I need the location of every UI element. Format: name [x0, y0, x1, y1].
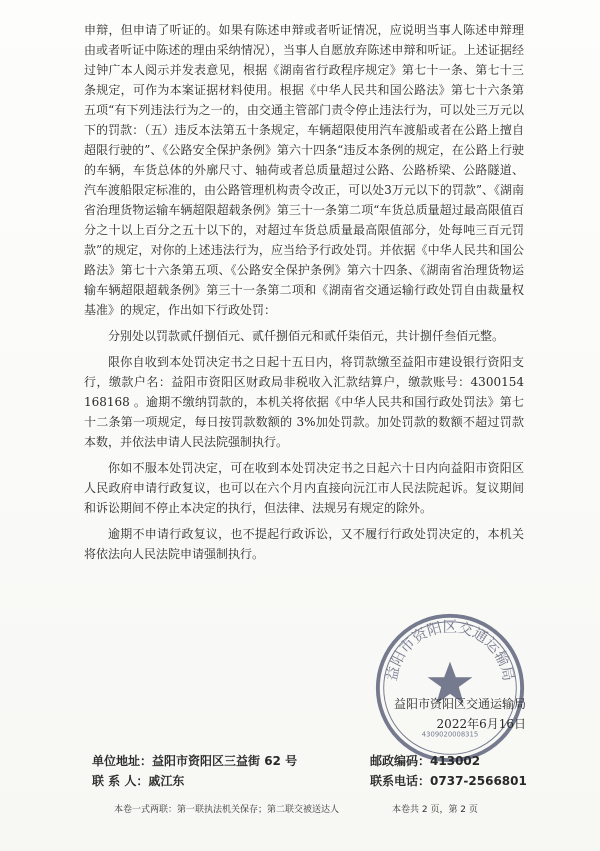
- footer-postcode: [370, 752, 480, 769]
- postcode-label: 邮政编码：: [370, 754, 431, 768]
- document-body: [84, 20, 561, 564]
- contact-label: 联 系 人：: [92, 774, 149, 788]
- contact-value: 戚江东: [148, 774, 185, 788]
- phone-value: 0737-2566801: [430, 774, 527, 788]
- body-paragraph-3: 限你自收到本处罚决定书之日起十五日内，将罚款缴至益阳市建设银行资阳支行，缴款户名：益阳市资阳区财政局非税收入汇款结算户，缴款账号：4300154 168168 。逾期不缴纳罚款的，本机关将依据《中华人民共和国行政处罚法》第七十二条第一项规定，每日按罚款数额的 3%加处罚款。加处罚款的数额不超过罚款本数，并依法申请人民法院强制执行。: [84, 355, 561, 449]
- seal-code: 4309020008315: [421, 730, 479, 739]
- body-paragraph-2: 分别处以罚款贰仟捌佰元、贰仟捌佰元和贰仟柒佰元，共计捌仟叁佰元整。: [108, 329, 505, 343]
- seal-text: 益阳市资阳区交通运输局: [383, 618, 517, 683]
- official-seal: [372, 610, 528, 766]
- signature-org: 益阳市资阳区交通运输局: [393, 697, 526, 711]
- address-value: 益阳市资阳区三益街 62 号: [152, 754, 298, 768]
- copies-note: 本卷一式两联：第一联执法机关保存；第二联交被送达人: [114, 805, 340, 815]
- signature-date: 2022年6月16日: [436, 717, 526, 731]
- footer-phone: [370, 772, 527, 789]
- pages-note: 本卷共 2 页，第 2 页: [392, 805, 478, 815]
- footer-contact: [92, 772, 184, 789]
- body-paragraph-1: 申辩，但申请了听证的。如果有陈述申辩或者听证情况，应说明当事人陈述申辩理由或者听证中陈述的理由采纳情况），当事人自愿放弃陈述申辩和听证。上述证据经过钟广本人阅示并发表意见，根据《湖南省行政程序规定》第七十一条、第七十三条规定，可作为本案证据材料使用。根据《中华人民共和国公路法》第七十六条第五项“有下列违法行为之一的，由交通主管部门责令停止违法行为，可以处三万元以下的罚款：（五）违反本法第五十条规定，车辆超限使用汽车渡船或者在公路上擅自超限行驶的”、《公路安全保护条例》第六十四条“违反本条例的规定，在公路上行驶的车辆，车货总体的外廓尺寸、轴荷或者总质量超过公路、公路桥梁、公路隧道、汽车渡船限定标准的，由公路管理机构责令改正，可以处3万元以下的罚款”、《湖南省治理货物运输车辆超限超载条例》第三十一条第二项“车货总质量超过最高限值百分之十以上百分之五十以下的，对超过车货总质量最高限值部分，处每吨三百元罚款”的规定，对你的上述违法行为，应当给予行政处罚。并依据《中华人民共和国公路法》第七十六条第五项、《公路安全保护条例》第六十四条、《湖南省治理货物运输车辆超限超载条例》第三十一条第二项和《湖南省交通运输行政处罚自由裁量权基准》的规定，作出如下行政处罚：: [84, 23, 524, 317]
- postcode-value: 413002: [430, 754, 481, 768]
- footer-address: [92, 752, 297, 769]
- body-paragraph-4: 你如不服本处罚决定，可在收到本处罚决定书之日起六十日内向益阳市资阳区人民政府申请行政复议，也可以在六个月内直接向沅江市人民法院起诉。复议期间和诉讼期间不停止本决定的执行，但法律、法规另有规定的除外。: [84, 461, 524, 515]
- address-label: 单位地址：: [92, 754, 153, 768]
- body-paragraph-5: 逾期不申请行政复议，也不提起行政诉讼，又不履行行政处罚决定的，本机关将依法向人民法院申请强制执行。: [84, 527, 524, 561]
- phone-label: 联系电话：: [370, 774, 431, 788]
